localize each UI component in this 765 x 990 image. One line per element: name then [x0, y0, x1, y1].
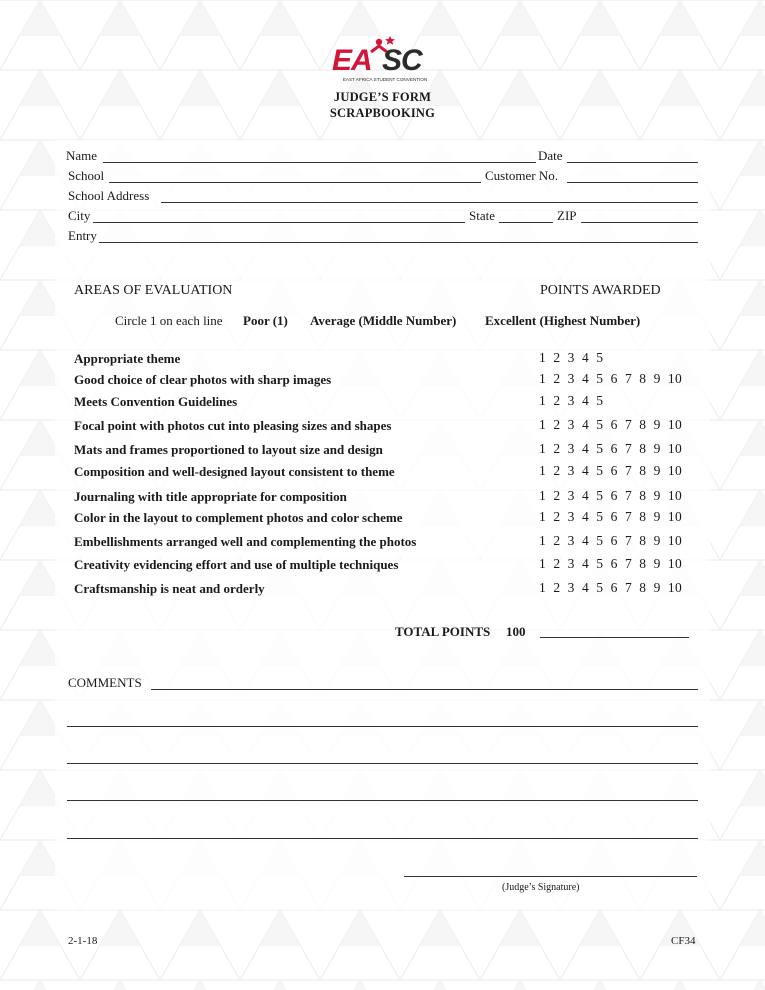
criterion-label: Meets Convention Guidelines	[74, 394, 238, 409]
average-legend: Average (Middle Number)	[310, 313, 457, 328]
criterion-scale[interactable]: 1 2 3 4 5 6 7 8 9 10	[539, 556, 683, 571]
state-label: State	[469, 208, 495, 223]
form-category: SCRAPBOOKING	[329, 106, 436, 120]
criterion-scale[interactable]: 1 2 3 4 5 6 7 8 9 10	[539, 441, 683, 456]
total-points-input-line[interactable]	[540, 637, 689, 638]
criterion-label: Color in the layout to complement photos and color scheme	[74, 510, 403, 525]
date-input-line[interactable]	[567, 162, 698, 163]
date-label: Date	[538, 148, 563, 163]
criterion-label: Craftsmanship is neat and orderly	[74, 581, 265, 596]
comments-line[interactable]	[67, 726, 698, 727]
criterion-scale[interactable]: 1 2 3 4 5 6 7 8 9 10	[539, 533, 683, 548]
entry-label: Entry	[68, 228, 97, 243]
excellent-legend: Excellent (Highest Number)	[485, 313, 641, 328]
entry-input-line[interactable]	[99, 242, 698, 243]
criterion-label: Mats and frames proportioned to layout size and design	[74, 442, 383, 457]
logo-subtitle: EAST AFRICA STUDENT CONVENTION	[342, 77, 428, 82]
criterion-scale[interactable]: 1 2 3 4 5 6 7 8 9 10	[539, 580, 683, 595]
comments-label: COMMENTS	[68, 675, 142, 690]
state-input-line[interactable]	[499, 222, 553, 223]
footer-date-code: 2-1-18	[68, 935, 98, 947]
comments-line[interactable]	[67, 838, 698, 839]
criterion-scale[interactable]: 1 2 3 4 5 6 7 8 9 10	[539, 417, 683, 432]
criterion-label: Journaling with title appropriate for composition	[74, 489, 347, 504]
school-input-line[interactable]	[109, 182, 481, 183]
criterion-scale[interactable]: 1 2 3 4 5 6 7 8 9 10	[539, 509, 683, 524]
signature-line[interactable]	[404, 876, 697, 877]
points-heading: POINTS AWARDED	[540, 283, 661, 298]
form-title: JUDGE’S FORM	[333, 90, 432, 104]
school-address-input-line[interactable]	[161, 202, 698, 203]
criterion-scale[interactable]: 1 2 3 4 5	[539, 350, 604, 365]
total-points-max: 100	[506, 624, 526, 639]
comments-line[interactable]	[67, 800, 698, 801]
criterion-label: Creativity evidencing effort and use of multiple techniques	[74, 557, 399, 572]
zip-label: ZIP	[557, 208, 577, 223]
criterion-label: Composition and well-designed layout consistent to theme	[74, 464, 395, 479]
footer-form-code: CF34	[671, 935, 696, 947]
total-points-label: TOTAL POINTS	[395, 624, 491, 639]
comments-line[interactable]	[151, 689, 698, 690]
criterion-label: Appropriate theme	[74, 351, 181, 366]
city-input-line[interactable]	[93, 222, 465, 223]
name-input-line[interactable]	[103, 162, 536, 163]
criterion-scale[interactable]: 1 2 3 4 5 6 7 8 9 10	[539, 488, 683, 503]
criterion-scale[interactable]: 1 2 3 4 5	[539, 393, 604, 408]
criterion-label: Embellishments arranged well and complementing the photos	[74, 534, 417, 549]
comments-line[interactable]	[67, 763, 698, 764]
circle-instruction: Circle 1 on each line	[115, 313, 223, 328]
criterion-label: Good choice of clear photos with sharp images	[74, 372, 332, 387]
customer-no-input-line[interactable]	[567, 182, 698, 183]
easc-logo	[330, 30, 440, 86]
areas-heading: AREAS OF EVALUATION	[74, 283, 233, 298]
criterion-scale[interactable]: 1 2 3 4 5 6 7 8 9 10	[539, 371, 683, 386]
criterion-scale[interactable]: 1 2 3 4 5 6 7 8 9 10	[539, 463, 683, 478]
zip-input-line[interactable]	[581, 222, 698, 223]
svg-text:EA: EA	[332, 44, 372, 77]
customer-no-label: Customer No.	[485, 168, 558, 183]
city-label: City	[68, 208, 91, 223]
name-label: Name	[66, 148, 98, 163]
signature-caption: (Judge’s Signature)	[502, 882, 580, 893]
poor-legend: Poor (1)	[243, 313, 288, 328]
school-address-label: School Address	[68, 188, 150, 203]
school-label: School	[68, 168, 105, 183]
criterion-label: Focal point with photos cut into pleasing sizes and shapes	[74, 418, 392, 433]
svg-text:SC: SC	[382, 44, 422, 77]
